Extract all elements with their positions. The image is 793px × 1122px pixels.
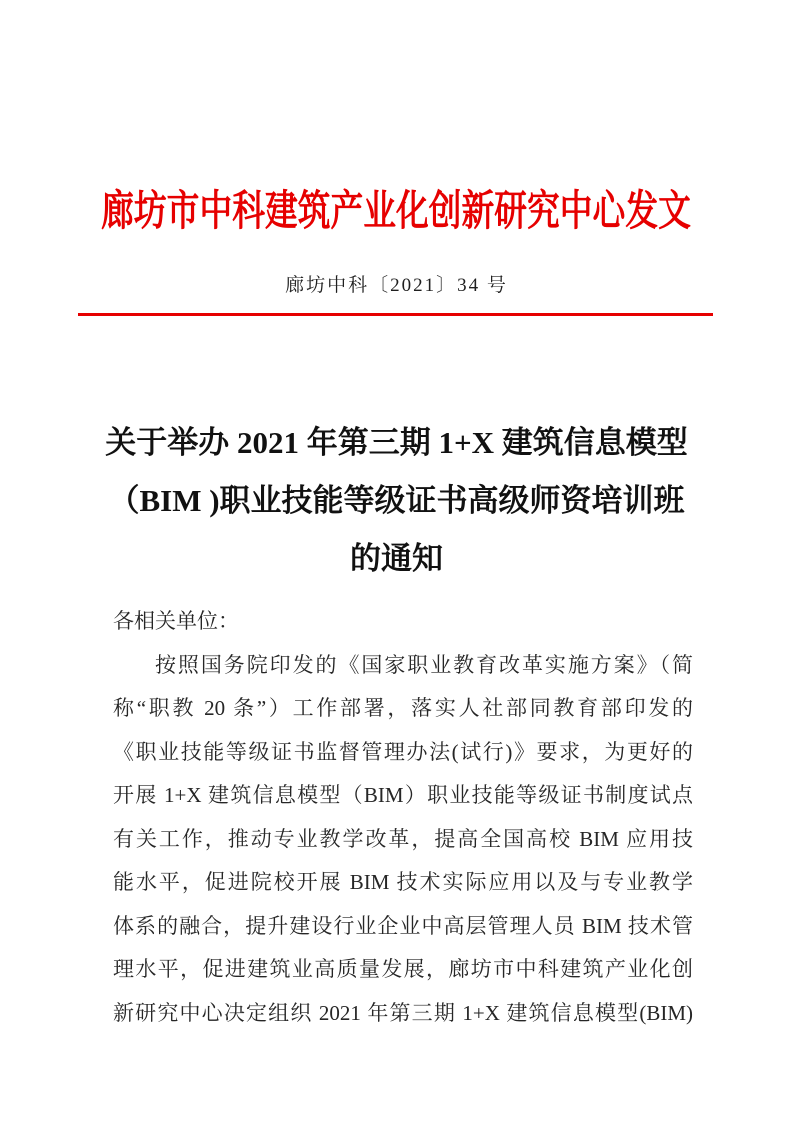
red-separator-rule xyxy=(78,313,713,316)
notice-title-line-2: （BIM )职业技能等级证书高级师资培训班 xyxy=(108,483,685,518)
body-line: 体系的融合，提升建设行业企业中高层管理人员 BIM 技术管 xyxy=(113,913,693,938)
letterhead-issuer-title xyxy=(0,181,793,243)
body-line: 称“职教 20 条”）工作部署，落实人社部同教育部印发的 xyxy=(113,696,693,720)
body-line: 新研究中心决定组织 2021 年第三期 1+X 建筑信息模型(BIM) xyxy=(113,1000,693,1025)
body-line: 开展 1+X 建筑信息模型（BIM）职业技能等级证书制度试点 xyxy=(113,783,693,807)
body-line: 有关工作，推动专业教学改革，提高全国高校 BIM 应用技 xyxy=(113,826,693,851)
body-text xyxy=(113,600,693,1035)
body-line: 按照国务院印发的《国家职业教育改革实施方案》（简 xyxy=(155,652,693,677)
body-line: 理水平，促进建筑业高质量发展，廊坊市中科建筑产业化创 xyxy=(113,957,693,981)
body-line: 《职业技能等级证书监督管理办法(试行)》要求，为更好的 xyxy=(113,739,693,764)
document-number: 廊坊中科〔2021〕34 号 xyxy=(285,275,508,296)
notice-title-line-3: 的通知 xyxy=(350,541,443,576)
notice-title xyxy=(80,414,713,588)
body-line: 能水平，促进院校开展 BIM 技术实际应用以及与专业教学 xyxy=(113,870,693,894)
letterhead-issuer-title-text: 廊坊市中科建筑产业化创新研究中心发文 xyxy=(101,189,692,235)
notice-title-line-1: 关于举办 2021 年第三期 1+X 建筑信息模型 xyxy=(105,425,688,460)
body-salutation: 各相关单位： xyxy=(113,609,239,633)
